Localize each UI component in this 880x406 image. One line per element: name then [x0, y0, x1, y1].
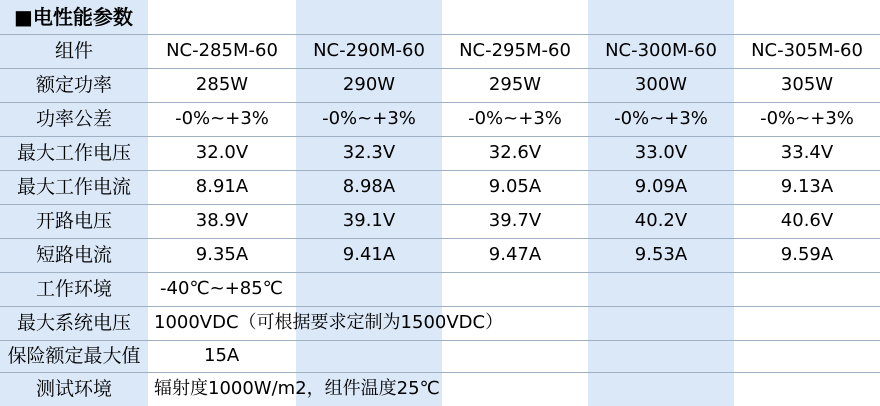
max-system-voltage-value: 1000VDC（可根据要求定制为1500VDC）	[154, 312, 504, 333]
table-cell: 9.13A	[780, 176, 834, 197]
table-cell: 32.0V	[195, 142, 249, 163]
table-cell: 33.4V	[780, 142, 834, 163]
model-name: NC-305M-60	[751, 40, 863, 61]
table-cell: 9.59A	[780, 244, 834, 265]
table-cell: -0%~+3%	[614, 108, 708, 129]
table-cell: 295W	[488, 74, 542, 95]
table-cell: 285W	[195, 74, 249, 95]
row-label-rated-power: 额定功率	[35, 74, 112, 96]
table-cell: 9.47A	[488, 244, 542, 265]
table-cell: 38.9V	[195, 210, 249, 231]
table-cell: 39.1V	[342, 210, 396, 231]
table-cell: 32.3V	[342, 142, 396, 163]
fuse-rating-value: 15A	[204, 345, 240, 366]
table-cell: 9.53A	[634, 244, 688, 265]
table-cell: -0%~+3%	[760, 108, 854, 129]
table-cell: 8.91A	[195, 176, 249, 197]
table-cell: -0%~+3%	[322, 108, 416, 129]
table-cell: 40.2V	[634, 210, 688, 231]
table-cell: -0%~+3%	[175, 108, 269, 129]
row-label-test-environment: 测试环境	[35, 378, 112, 400]
row-label-max-voltage: 最大工作电压	[16, 142, 131, 164]
table-cell: 290W	[342, 74, 396, 95]
table-cell: 9.35A	[195, 244, 249, 265]
row-label-power-tolerance: 功率公差	[35, 108, 112, 130]
table-cell: 8.98A	[342, 176, 396, 197]
row-label-short-circuit-current: 短路电流	[35, 244, 112, 266]
table-cell: 9.41A	[342, 244, 396, 265]
row-label-fuse-rating: 保险额定最大值	[7, 345, 141, 367]
model-name: NC-290M-60	[313, 40, 425, 61]
operating-environment-value: -40℃~+85℃	[160, 278, 283, 299]
row-label-open-circuit-voltage: 开路电压	[35, 210, 112, 232]
model-name: NC-285M-60	[166, 40, 278, 61]
section-title: ■电性能参数	[14, 5, 133, 29]
table-cell: 40.6V	[780, 210, 834, 231]
table-cell: 39.7V	[488, 210, 542, 231]
table-cell: 33.0V	[634, 142, 688, 163]
table-cell: 300W	[634, 74, 688, 95]
table-cell: 9.09A	[634, 176, 688, 197]
table-cell: -0%~+3%	[468, 108, 562, 129]
table-cell: 305W	[780, 74, 834, 95]
table-cell: 32.6V	[488, 142, 542, 163]
model-name: NC-295M-60	[459, 40, 571, 61]
models-label: 组件	[54, 40, 93, 62]
table-cell: 9.05A	[488, 176, 542, 197]
row-label-max-current: 最大工作电流	[16, 176, 131, 198]
model-name: NC-300M-60	[605, 40, 717, 61]
test-environment-value: 辐射度1000W/m2，组件温度25℃	[154, 378, 440, 399]
row-label-max-system-voltage: 最大系统电压	[16, 312, 131, 334]
row-label-operating-environment: 工作环境	[35, 278, 112, 300]
